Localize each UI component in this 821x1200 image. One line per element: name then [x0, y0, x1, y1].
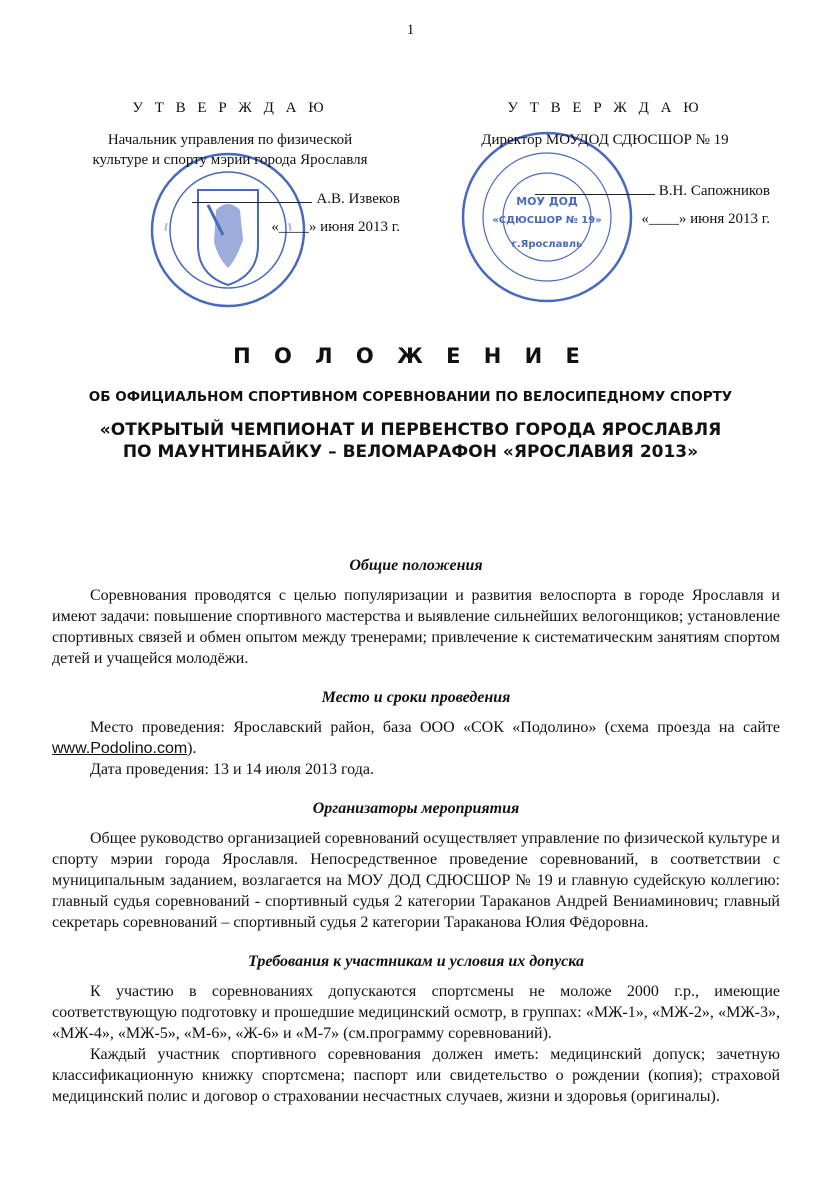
signatory-left: А.В. Извеков — [316, 191, 400, 207]
place-text-before: Место проведения: Ярославский район, база ООО «СОК «Подолино» (схема проезда на сайте — [90, 719, 780, 736]
section-title-organizers: Организаторы мероприятия — [312, 800, 520, 817]
approval-position-line2: культуре и спорту мэрии города Ярославля — [92, 152, 368, 168]
approval-date-left: «____» июня 2013 г. — [271, 219, 400, 235]
school-seal-line2: «СДЮСШОР № 19» — [492, 215, 602, 226]
event-name-line2: ПО МАУНТИНБАЙКУ – ВЕЛОМАРАФОН «ЯРОСЛАВИЯ 2013» — [122, 442, 699, 462]
section-title-general: Общие положения — [349, 557, 483, 574]
document-subtitle: ОБ ОФИЦИАЛЬНОМ СПОРТИВНОМ СОРЕВНОВАНИИ ПО ВЕЛОСИПЕДНОМУ СПОРТУ — [88, 389, 733, 405]
signatory-right: В.Н. Сапожников — [658, 183, 770, 199]
section-text-requirements-1: К участию в соревнованиях допускаются спортсмены не моложе 2000 г.р., имеющие соответствующую подготовку и прошедшие медицинский осмотр, в группах: «МЖ-1», «МЖ-2», «МЖ-3», «МЖ-4», «МЖ-5», «М-6», «Ж-6» и «М-7» (см.программу соревнований). — [52, 983, 780, 1042]
event-name — [0, 419, 821, 463]
school-seal-line1: МОУ ДОД — [516, 195, 578, 208]
section-text-requirements-2: Каждый участник спортивного соревнования должен иметь: медицинский допуск; зачетную классификационную книжку спортсмена; паспорт или свидетельство о рождении (копия); страховой медицинский полис и договор о страховании несчастных случаев, жизни и здоровья (оригиналы). — [52, 1046, 780, 1105]
place-text-after: ). — [187, 740, 197, 757]
approval-position-line1: Начальник управления по физической — [107, 132, 353, 148]
document-body — [52, 555, 780, 1107]
approval-block-right — [440, 98, 770, 229]
document-title: П О Л О Ж Е Н И Е — [233, 344, 588, 368]
section-text-place — [52, 717, 780, 759]
section-text-organizers: Общее руководство организацией соревнований осуществляет управление по физической культуре и спорту мэрии города Ярославля. Непосредственное проведение соревнований, в соответствии с муниципальным заданием, возлагается на МОУ ДОД СДЮСШОР № 19 и главную судейскую коллегию: главный судья соревнований - спортивный судья 2 категории Тараканов Андрей Вениаминович; главный секретарь соревнований – спортивный судья 2 категории Тараканова Юлия Фёдоровна. — [52, 830, 780, 931]
event-name-line1: «ОТКРЫТЫЙ ЧЕМПИОНАТ И ПЕРВЕНСТВО ГОРОДА ЯРОСЛАВЛЯ — [99, 420, 722, 440]
podolino-site-link[interactable]: www.Podolino.com — [52, 740, 188, 757]
section-title-requirements: Требования к участникам и условия их допуска — [248, 953, 584, 970]
approval-position-right: Директор МОУДОД СДЮСШОР № 19 — [481, 132, 729, 148]
section-title-place: Место и сроки проведения — [321, 689, 511, 706]
school-seal-line3: г.Ярославль — [511, 239, 583, 250]
approval-date-right: «____» июня 2013 г. — [641, 211, 770, 227]
signature-blank-left — [192, 188, 312, 203]
signature-blank-right — [535, 180, 655, 195]
approval-heading-left: У Т В Е Р Ж Д А Ю — [132, 100, 328, 116]
signature-line-right — [440, 180, 770, 201]
approval-block-left — [60, 98, 400, 237]
section-text-general: Соревнования проводятся с целью популяризации и развития велоспорта в городе Ярославля и имеют задачи: повышение спортивного мастерства и выявление сильнейших велогонщиков; установление спортивных связей и обмен опытом между тренерами; привлечение к систематическим занятиям спортом детей и учащейся молодёжи. — [52, 587, 780, 667]
signature-line-left — [60, 188, 400, 209]
page-number: 1 — [406, 22, 415, 38]
section-text-date: Дата проведения: 13 и 14 июля 2013 года. — [90, 761, 374, 778]
approval-heading-right: У Т В Е Р Ж Д А Ю — [507, 100, 703, 116]
